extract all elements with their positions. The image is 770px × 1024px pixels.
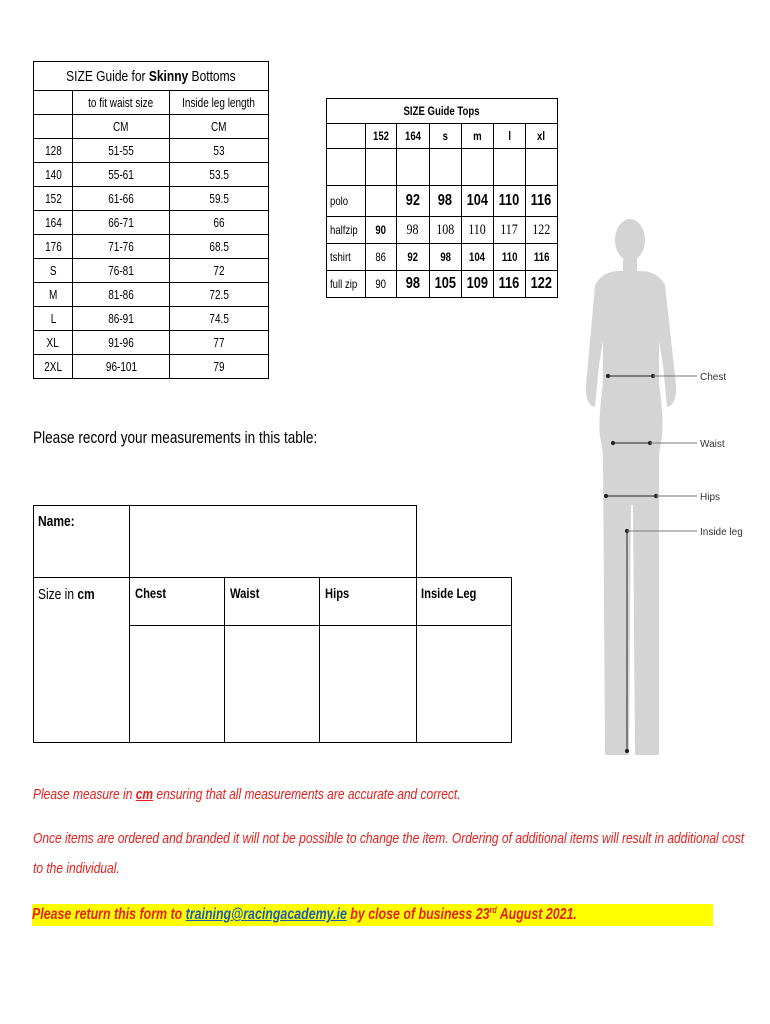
tops-header-text: xl	[537, 129, 546, 143]
bottoms-unit-row	[34, 115, 269, 139]
bottoms-size-cell	[34, 331, 73, 355]
tops-value-text: 116	[498, 275, 520, 292]
bottoms-size-cell-text: 164	[44, 215, 62, 230]
tops-row-label-text: full zip	[330, 277, 358, 291]
bottoms-leg-cell-text: 77	[213, 335, 225, 350]
bottoms-unit-leg-text: CM	[211, 119, 227, 134]
tops-value-cell	[365, 186, 396, 217]
bottoms-leg-cell	[170, 163, 269, 187]
bottoms-leg-cell	[170, 307, 269, 331]
tops-row	[327, 244, 558, 271]
tops-row	[327, 217, 558, 244]
tops-row-label	[327, 217, 366, 244]
bottoms-size-cell	[34, 355, 73, 379]
bottoms-leg-cell-text: 68.5	[209, 239, 229, 254]
bottoms-leg-cell-text: 79	[213, 359, 225, 374]
chest-label: Chest	[700, 372, 727, 383]
return-email-link[interactable]: training@racingacademy.ie	[185, 906, 347, 924]
tops-value-cell	[461, 217, 493, 244]
bottoms-leg-cell	[170, 355, 269, 379]
tops-value-cell	[525, 217, 557, 244]
bottoms-row	[34, 259, 269, 283]
record-instruction-text: Please record your measurements in this table:	[33, 428, 318, 447]
tops-value-text: 90	[375, 223, 387, 237]
measure-note-suffix: ensuring that all measurements are accurate and correct.	[153, 786, 461, 803]
bottoms-waist-cell-text: 76-81	[108, 263, 134, 278]
bottoms-unit-waist-text: CM	[113, 119, 129, 134]
bottoms-row	[34, 211, 269, 235]
tops-value-text: 116	[530, 192, 552, 209]
tops-spacer-cell	[525, 149, 557, 186]
col-waist	[230, 585, 267, 601]
bottoms-title-row	[34, 62, 269, 91]
bottoms-waist-cell	[73, 187, 170, 211]
tops-header-text: 152	[372, 129, 389, 143]
bottoms-title-bold: Skinny	[149, 67, 189, 85]
tops-title-text: SIZE Guide Tops	[403, 104, 480, 118]
bottoms-waist-cell	[73, 331, 170, 355]
col-inside-leg	[421, 585, 490, 601]
body-silhouette	[586, 219, 676, 755]
bottoms-col-leg-text: Inside leg length	[182, 95, 256, 110]
bottoms-waist-cell-text: 91-96	[108, 335, 134, 350]
bottoms-leg-cell	[170, 331, 269, 355]
tops-value-cell	[365, 217, 396, 244]
bottoms-row	[34, 307, 269, 331]
tops-value-text: 90	[375, 277, 387, 291]
bottoms-title	[34, 62, 269, 91]
measure-note-prefix: Please measure in	[33, 786, 136, 803]
tops-value-text: 86	[375, 250, 387, 264]
tops-header-text: s	[442, 129, 448, 143]
bottoms-waist-cell	[73, 139, 170, 163]
order-note-line1	[33, 830, 770, 847]
measure-note-unit: cm	[135, 786, 154, 803]
tops-spacer-cell	[461, 149, 493, 186]
bottoms-size-cell-text: M	[48, 287, 58, 302]
col-waist-text: Waist	[230, 585, 260, 601]
bottoms-leg-cell	[170, 211, 269, 235]
tops-value-text: 98	[439, 250, 451, 264]
bottoms-waist-cell-text: 81-86	[108, 287, 134, 302]
bottoms-size-cell	[34, 235, 73, 259]
return-mid: by close of business 23	[346, 906, 490, 924]
tops-title-row	[327, 99, 558, 124]
inside-leg-input-cell[interactable]	[416, 625, 512, 743]
bottoms-size-cell	[34, 283, 73, 307]
tops-value-text: 122	[530, 275, 552, 292]
bottoms-size-cell-text: 128	[44, 143, 62, 158]
tops-spacer-row	[327, 149, 558, 186]
name-input-cell[interactable]	[129, 505, 417, 578]
bottoms-waist-cell-text: 66-71	[108, 215, 134, 230]
tops-value-text: 104	[466, 192, 488, 209]
col-inside-leg-text: Inside Leg	[421, 585, 477, 601]
tops-value-text: 110	[498, 192, 520, 209]
name-label	[38, 513, 84, 530]
size-label	[38, 586, 109, 603]
order-note-line2	[33, 860, 141, 877]
bottoms-size-cell-text: 176	[44, 239, 62, 254]
bottoms-leg-cell-text: 53.5	[209, 167, 229, 182]
tops-header-text: m	[472, 129, 482, 143]
tops-header-blank	[327, 124, 366, 149]
bottoms-size-cell-text: XL	[46, 335, 60, 350]
bottoms-col-leg	[170, 91, 269, 115]
tops-value-text: 92	[407, 250, 419, 264]
order-note-line2-text: to the individual.	[33, 860, 120, 877]
name-label-text: Name:	[38, 513, 75, 530]
bottoms-size-cell	[34, 187, 73, 211]
bottoms-waist-cell-text: 61-66	[108, 191, 134, 206]
hips-input-cell[interactable]	[319, 625, 417, 743]
bottoms-size-cell	[34, 259, 73, 283]
measure-note	[33, 786, 567, 803]
tops-value-cell	[525, 186, 557, 217]
tops-spacer-cell	[327, 149, 366, 186]
tops-header-cell	[429, 124, 461, 149]
tops-value-cell	[461, 271, 493, 298]
tops-value-cell	[396, 186, 429, 217]
col-chest-text: Chest	[135, 585, 167, 601]
tops-value-cell	[429, 271, 461, 298]
tops-value-text: 104	[469, 250, 486, 264]
bottoms-waist-cell	[73, 283, 170, 307]
tops-value-text: 105	[434, 275, 456, 292]
bottoms-size-table	[33, 61, 269, 379]
tops-header-cell	[525, 124, 557, 149]
bottoms-size-cell-text: 2XL	[44, 359, 62, 374]
tops-value-cell	[429, 244, 461, 271]
tops-header-cell	[396, 124, 429, 149]
tops-value-text: 98	[438, 192, 453, 209]
bottoms-size-cell-text: S	[49, 263, 57, 278]
tops-value-text: 110	[468, 221, 486, 238]
bottoms-waist-cell	[73, 235, 170, 259]
bottoms-leg-cell-text: 72	[213, 263, 225, 278]
chest-input-cell[interactable]	[129, 625, 225, 743]
tops-value-cell	[461, 186, 493, 217]
tops-row-label	[327, 244, 366, 271]
bottoms-unit-leg	[170, 115, 269, 139]
tops-spacer-cell	[396, 149, 429, 186]
tops-body	[327, 186, 558, 298]
tops-value-cell	[396, 244, 429, 271]
inside-leg-label: Inside leg	[700, 527, 743, 538]
tops-title	[327, 99, 558, 124]
tops-value-cell	[461, 244, 493, 271]
tops-value-text: 98	[406, 221, 419, 238]
bottoms-leg-cell	[170, 283, 269, 307]
bottoms-size-cell	[34, 163, 73, 187]
tops-row-label-text: halfzip	[330, 223, 358, 237]
tops-row-label-text: tshirt	[330, 250, 351, 264]
tops-spacer-cell	[365, 149, 396, 186]
tops-header-text: l	[507, 129, 511, 143]
tops-spacer-cell	[493, 149, 525, 186]
bottoms-waist-cell	[73, 211, 170, 235]
bottoms-leg-cell	[170, 259, 269, 283]
tops-value-text: 92	[405, 192, 420, 209]
bottoms-waist-cell-text: 71-76	[108, 239, 134, 254]
tops-row	[327, 186, 558, 217]
tops-value-text: 108	[436, 221, 455, 238]
col-chest	[135, 585, 174, 601]
bottoms-col-waist-text: to fit waist size	[88, 95, 154, 110]
bottoms-body	[34, 139, 269, 379]
tops-value-text: 109	[466, 275, 488, 292]
tops-row-label	[327, 186, 366, 217]
bottoms-leg-cell	[170, 235, 269, 259]
bottoms-row	[34, 163, 269, 187]
bottoms-size-cell	[34, 307, 73, 331]
bottoms-row	[34, 331, 269, 355]
tops-value-cell	[396, 217, 429, 244]
bottoms-size-cell-text: L	[50, 311, 56, 326]
tops-value-text: 98	[405, 275, 420, 292]
tops-value-text: 117	[500, 221, 518, 238]
tops-header-row	[327, 124, 558, 149]
bottoms-size-cell	[34, 139, 73, 163]
bottoms-unit-waist	[73, 115, 170, 139]
size-label-unit: cm	[77, 586, 95, 603]
bottoms-row	[34, 235, 269, 259]
bottoms-row	[34, 139, 269, 163]
tops-size-table	[326, 98, 558, 298]
waist-label: Waist	[700, 439, 725, 450]
tops-value-cell	[396, 271, 429, 298]
tops-value-text: 116	[533, 250, 549, 264]
bottoms-waist-cell-text: 55-61	[108, 167, 134, 182]
tops-header-cell	[365, 124, 396, 149]
tops-value-cell	[429, 186, 461, 217]
bottoms-row	[34, 283, 269, 307]
bottoms-waist-cell-text: 51-55	[108, 143, 134, 158]
bottoms-waist-cell-text: 96-101	[105, 359, 137, 374]
bottoms-leg-cell-text: 59.5	[209, 191, 229, 206]
bottoms-title-suffix: Bottoms	[188, 67, 236, 85]
bottoms-size-cell-text: 140	[44, 167, 62, 182]
tops-value-cell	[365, 271, 396, 298]
tops-value-cell	[525, 244, 557, 271]
tops-header-cell	[493, 124, 525, 149]
tops-value-cell	[493, 217, 525, 244]
bottoms-waist-cell-text: 86-91	[108, 311, 134, 326]
tops-header-text: 164	[404, 129, 421, 143]
record-instruction	[33, 428, 388, 448]
bottoms-leg-cell-text: 74.5	[209, 311, 229, 326]
return-sup: rd	[489, 905, 497, 915]
col-hips-text: Hips	[325, 585, 350, 601]
bottoms-waist-cell	[73, 307, 170, 331]
return-instruction	[32, 904, 713, 926]
hips-label: Hips	[700, 492, 721, 503]
return-suffix: August 2021.	[496, 906, 577, 924]
waist-input-cell[interactable]	[224, 625, 320, 743]
body-measurement-figure	[575, 215, 765, 760]
bottoms-header-row	[34, 91, 269, 115]
bottoms-row	[34, 187, 269, 211]
tops-spacer-cell	[429, 149, 461, 186]
size-label-prefix: Size in	[38, 586, 78, 603]
tops-row-label	[327, 271, 366, 298]
return-prefix: Please return this form to	[32, 906, 186, 924]
order-note-line1-text: Once items are ordered and branded it will not be possible to change the item. Ordering of additional items will result in additional cost	[33, 830, 745, 847]
bottoms-waist-cell	[73, 259, 170, 283]
bottoms-unit-blank	[34, 115, 73, 139]
tops-value-cell	[429, 217, 461, 244]
tops-row-label-text: polo	[330, 194, 349, 208]
bottoms-size-cell-text: 152	[44, 191, 62, 206]
bottoms-leg-cell-text: 53	[213, 143, 225, 158]
tops-header-cell	[461, 124, 493, 149]
tops-row	[327, 271, 558, 298]
tops-value-cell	[493, 186, 525, 217]
tops-value-cell	[525, 271, 557, 298]
bottoms-leg-cell-text: 66	[213, 215, 225, 230]
col-hips	[325, 585, 355, 601]
bottoms-header-blank	[34, 91, 73, 115]
bottoms-row	[34, 355, 269, 379]
tops-value-cell	[493, 244, 525, 271]
bottoms-col-waist	[73, 91, 170, 115]
bottoms-leg-cell	[170, 139, 269, 163]
tops-value-text: 110	[501, 250, 517, 264]
tops-value-text: 122	[532, 221, 551, 238]
bottoms-waist-cell	[73, 355, 170, 379]
bottoms-waist-cell	[73, 163, 170, 187]
tops-value-cell	[365, 244, 396, 271]
bottoms-size-cell	[34, 211, 73, 235]
bottoms-leg-cell-text: 72.5	[209, 287, 229, 302]
bottoms-title-prefix: SIZE Guide for	[66, 67, 149, 85]
bottoms-leg-cell	[170, 187, 269, 211]
tops-value-cell	[493, 271, 525, 298]
